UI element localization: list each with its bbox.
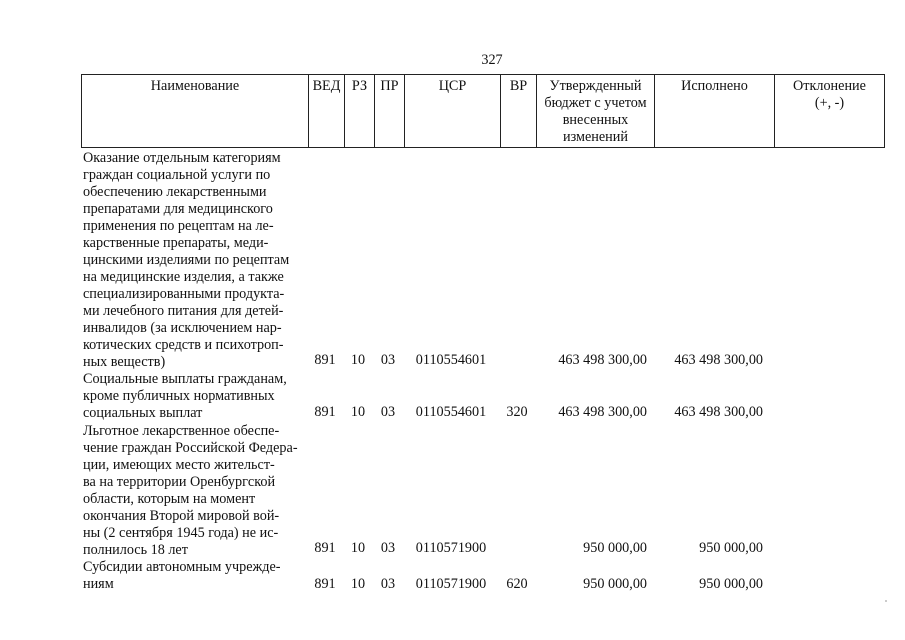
header-vr-label: ВР — [509, 78, 528, 94]
row-rz: 10 — [350, 576, 366, 592]
page-number: 327 — [481, 52, 503, 68]
header-pr — [374, 75, 404, 147]
header-pr-label: ПР — [380, 78, 399, 94]
row-csr: 0110571900 — [415, 576, 487, 592]
header-name-label: Наименование — [150, 78, 240, 94]
row-ved: 891 — [314, 540, 336, 556]
row-csr: 0110554601 — [415, 404, 487, 420]
header-approved-label: Утвержденный бюджет с учетом внесенных изменений — [544, 78, 647, 145]
row-pr: 03 — [380, 576, 396, 592]
row-vr: 320 — [506, 404, 528, 420]
header-vr — [500, 75, 536, 147]
row-approved: 950 000,00 — [583, 540, 647, 556]
row-approved: 463 498 300,00 — [558, 404, 647, 420]
row-pr: 03 — [380, 404, 396, 420]
header-csr — [404, 75, 500, 147]
row-vr: 620 — [506, 576, 528, 592]
header-rz-label: РЗ — [351, 78, 368, 94]
header-deviation — [774, 75, 884, 147]
row-name: Оказание отдельным категориям граждан социальной услуги по обеспечению лекарственными препаратами для медицинского применения по рецептам на ле- карственные препараты, меди- цинскими изделиями по рецептам на медицинские изделия, а также специализированными продукта- ми лечебного питания для детей- инвалидов (за исключением нар- котических средств и психотроп- ных веществ) — [83, 150, 290, 370]
scan-speck — [885, 600, 887, 602]
row-name: Льготное лекарственное обеспе- чение граждан Российской Федера- ции, имеющих место жительст- ва на территории Оренбургской области, которым на момент окончания Второй мировой вой- ны (2 сентября 1945 года) не ис- полнилось 18 лет — [83, 423, 298, 558]
table-row — [81, 559, 885, 593]
header-csr-label: ЦСР — [438, 78, 467, 94]
row-approved: 463 498 300,00 — [558, 352, 647, 368]
row-rz: 10 — [350, 352, 366, 368]
row-ved: 891 — [314, 352, 336, 368]
row-pr: 03 — [380, 540, 396, 556]
table-row — [81, 150, 885, 369]
table-header — [81, 74, 885, 148]
row-executed: 950 000,00 — [699, 576, 763, 592]
header-executed-label: Исполнено — [681, 78, 748, 94]
row-executed: 950 000,00 — [699, 540, 763, 556]
row-rz: 10 — [350, 540, 366, 556]
header-deviation-label: Отклонение (+, -) — [793, 78, 866, 111]
header-approved — [536, 75, 654, 147]
header-ved — [308, 75, 344, 147]
row-csr: 0110571900 — [415, 540, 487, 556]
table-row — [81, 423, 885, 557]
row-csr: 0110554601 — [415, 352, 487, 368]
row-approved: 950 000,00 — [583, 576, 647, 592]
row-executed: 463 498 300,00 — [674, 352, 763, 368]
row-pr: 03 — [380, 352, 396, 368]
row-name: Социальные выплаты гражданам, кроме публичных нормативных социальных выплат — [83, 371, 287, 421]
row-ved: 891 — [314, 404, 336, 420]
row-executed: 463 498 300,00 — [674, 404, 763, 420]
header-ved-label: ВЕД — [312, 78, 341, 94]
row-ved: 891 — [314, 576, 336, 592]
table-row — [81, 371, 885, 421]
header-rz — [344, 75, 374, 147]
row-name: Субсидии автономным учрежде- ниям — [83, 559, 281, 592]
header-executed — [654, 75, 774, 147]
row-rz: 10 — [350, 404, 366, 420]
header-name — [82, 75, 308, 147]
